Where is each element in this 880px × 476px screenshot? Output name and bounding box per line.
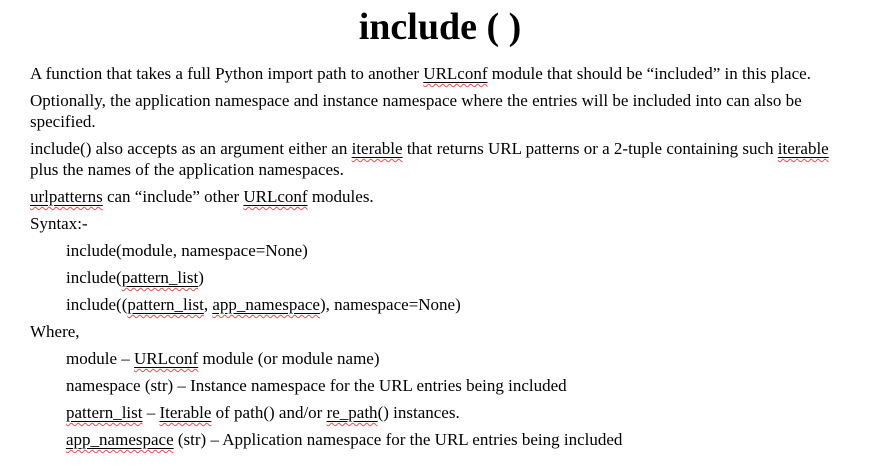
content-body (0, 63, 880, 450)
flagged-term-text: Iterable (159, 403, 212, 422)
flagged-term-text: pattern_list (127, 295, 204, 314)
flagged-term (243, 187, 307, 206)
flagged-term-text: iterable (777, 139, 829, 158)
paragraph: include(module, namespace=None) (66, 241, 308, 260)
flagged-term (30, 187, 103, 206)
paragraph: include() also accepts as an argument either an iterable that returns URL patterns or a 2-tuple containing such iterable plus the names of the application namespaces. (30, 139, 829, 179)
paragraph: pattern_list – Iterable of path() and/or re_path() instances. (66, 403, 460, 422)
flagged-term (159, 403, 211, 422)
flagged-term (122, 268, 198, 287)
paragraph: Syntax:- (30, 214, 88, 233)
flagged-term-text: pattern_list (66, 403, 143, 422)
flagged-term-text: app_namespace (66, 430, 174, 449)
flagged-term-text: URLconf (243, 187, 308, 206)
flagged-term-text: URLconf (134, 349, 199, 368)
paragraph: app_namespace (str) – Application namespace for the URL entries being included (66, 430, 623, 449)
paragraph: Optionally, the application namespace and instance namespace where the entries will be included into can also be specified. (30, 91, 802, 131)
flagged-term (778, 139, 829, 158)
flagged-term-text: re_path (326, 403, 378, 422)
flagged-term-text: pattern_list (121, 268, 199, 287)
paragraph: Where, (30, 322, 80, 341)
paragraph: include(pattern_list) (66, 268, 204, 287)
paragraph: A function that takes a full Python import path to another URLconf module that should be “included” in this place. (30, 64, 811, 83)
flagged-term (66, 403, 142, 422)
paragraph: namespace (str) – Instance namespace for the URL entries being included (66, 376, 567, 395)
paragraph: module – URLconf module (or module name) (66, 349, 380, 368)
flagged-term-text: URLconf (423, 64, 488, 83)
flagged-term-text: app_namespace (212, 295, 320, 314)
flagged-term (66, 430, 174, 449)
flagged-term-text: iterable (351, 139, 403, 158)
flagged-term (423, 64, 487, 83)
page-title: include ( ) (358, 6, 522, 48)
flagged-term (327, 403, 378, 422)
flagged-term-text: urlpatterns (30, 187, 103, 206)
paragraph: urlpatterns can “include” other URLconf modules. (30, 187, 374, 206)
flagged-term (352, 139, 403, 158)
paragraph: include((pattern_list, app_namespace), namespace=None) (66, 295, 461, 314)
flagged-term (212, 295, 320, 314)
flagged-term (134, 349, 198, 368)
flagged-term (127, 295, 203, 314)
